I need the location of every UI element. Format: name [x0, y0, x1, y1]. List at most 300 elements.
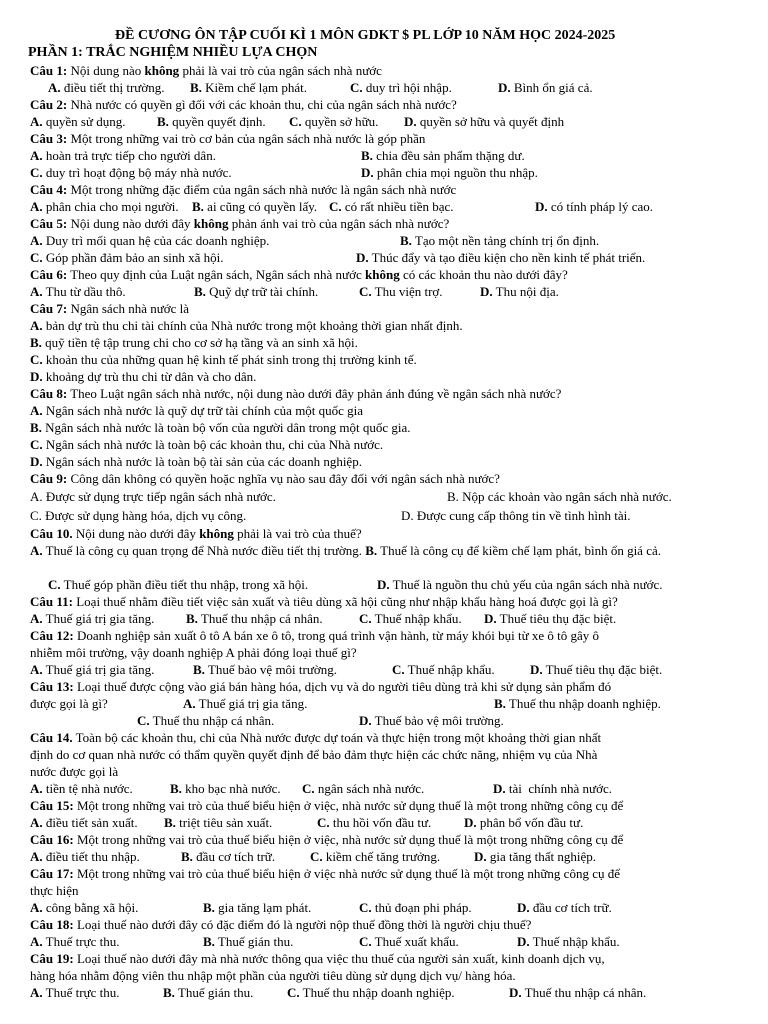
- question-2-option-a: [30, 113, 126, 130]
- option-letter: B.: [190, 80, 202, 95]
- question-16-stem: [30, 831, 623, 848]
- option-text: thu hồi vốn đầu tư.: [329, 815, 432, 830]
- question-7-stem: [30, 300, 189, 317]
- question-17-option-a: [30, 899, 138, 916]
- question-text: Một trong những vai trò của thuế biểu hiện ở việc nhà nước sử dụng thuế là một trong những công cụ để: [73, 866, 620, 881]
- option-letter: A.: [48, 80, 61, 95]
- option-text: Thu viện trợ.: [371, 284, 443, 299]
- option-text: Thuế góp phần điều tiết thu nhập, trong xã hội.: [60, 577, 309, 592]
- option-text: duy trì hoạt động bộ máy nhà nước.: [42, 165, 232, 180]
- question-2-option-b: [157, 113, 266, 130]
- option-letter: C.: [30, 352, 43, 367]
- question-14-stem: [30, 729, 601, 746]
- question-15-option-c: [317, 814, 431, 831]
- option-letter: C.: [392, 662, 405, 677]
- option-letter: D.: [493, 781, 506, 796]
- option-letter: A.: [30, 543, 43, 558]
- option-text: phân chia mọi nguồn thu nhập.: [373, 165, 538, 180]
- question-2-option-d: [404, 113, 564, 130]
- option-letter: D.: [404, 114, 417, 129]
- option-text: duy trì hội nhập.: [362, 80, 452, 95]
- option-text: Thuế nhập khẩu.: [529, 934, 620, 949]
- question-2-stem: [30, 96, 457, 113]
- option-letter: C.: [137, 713, 150, 728]
- question-7-option-a: [30, 317, 463, 334]
- question-11-option-d: [484, 610, 616, 627]
- option-text: Thuế gián thu.: [174, 985, 254, 1000]
- option-letter: D.: [517, 934, 530, 949]
- question-text: Loại thuế nhằm điều tiết việc sản xuất và tiêu dùng xã hội cũng như nhập khẩu hàng hoá được gọi là gì?: [72, 594, 618, 609]
- option-text: Duy trì mối quan hệ của các doanh nghiệp.: [42, 233, 270, 248]
- question-12-option-d: [530, 661, 662, 678]
- option-text: quyền sở hữu và quyết định: [416, 114, 565, 129]
- question-label: Câu 17:: [30, 866, 74, 881]
- question-13-option-b: [494, 695, 661, 712]
- option-text: Thuế là công cụ để kiềm chế lạm phát, bình ổn giá cả.: [377, 543, 661, 558]
- option-letter: B.: [192, 199, 204, 214]
- option-text: có rất nhiều tiền bạc.: [341, 199, 454, 214]
- question-1-stem: [30, 62, 382, 79]
- question-text: Ngân sách nhà nước là: [67, 301, 190, 316]
- option-text: chia đều sản phẩm thặng dư.: [372, 148, 525, 163]
- option-letter: D.: [530, 662, 543, 677]
- question-7-option-c: [30, 351, 417, 368]
- question-3-option-b: [361, 147, 525, 164]
- question-4-option-c: [329, 198, 454, 215]
- option-letter: B.: [163, 985, 175, 1000]
- question-10-option-d: [377, 576, 663, 593]
- question-11-option-a: [30, 610, 154, 627]
- question-9-stem: [30, 470, 500, 487]
- question-3-stem: [30, 130, 425, 147]
- question-5-option-d: [356, 249, 645, 266]
- question-15-option-d: [464, 814, 583, 831]
- option-text: Thu từ dầu thô.: [42, 284, 126, 299]
- option-text: Ngân sách nhà nước là toàn bộ các khoản thu, chi của Nhà nước.: [42, 437, 384, 452]
- question-label: Câu 14.: [30, 730, 73, 745]
- option-text: Thuế thu nhập cá nhân.: [521, 985, 647, 1000]
- option-letter: A.: [30, 781, 43, 796]
- option-text: Thuế trực thu.: [42, 934, 120, 949]
- question-label: Câu 9:: [30, 471, 68, 486]
- question-keyword: không: [144, 63, 180, 78]
- option-text: Thuế là nguồn thu chủ yếu của ngân sách nhà nước.: [389, 577, 663, 592]
- question-15-option-b: [164, 814, 272, 831]
- question-label: Câu 8:: [30, 386, 68, 401]
- option-letter: A.: [30, 114, 43, 129]
- option-letter: D.: [359, 713, 372, 728]
- question-text: Một trong những vai trò cơ bản của ngân sách nhà nước là góp phần: [67, 131, 426, 146]
- question-17-stem-cont: thực hiện: [30, 883, 79, 898]
- question-3-option-a: [30, 147, 216, 164]
- question-19-stem: [30, 950, 605, 967]
- question-4-option-a: [30, 198, 179, 215]
- option-letter: B.: [181, 849, 193, 864]
- option-letter: A.: [30, 403, 43, 418]
- question-5-option-a: [30, 232, 269, 249]
- question-9-option-d: [401, 507, 630, 524]
- question-10-options-ab: [30, 542, 742, 559]
- question-13-stem-cont: được gọi là gì?: [30, 696, 108, 711]
- question-17-option-c: [359, 899, 472, 916]
- option-text: Thuế xuất khẩu.: [371, 934, 459, 949]
- question-6-stem: [30, 266, 568, 283]
- question-15-stem: [30, 797, 623, 814]
- option-letter: B.: [157, 114, 169, 129]
- question-18-stem: [30, 916, 531, 933]
- option-text: quyền sở hữu.: [301, 114, 379, 129]
- option-letter: D.: [484, 611, 497, 626]
- option-text: khoảng dự trù thu chi từ dân và cho dân.: [42, 369, 257, 384]
- question-text: Theo Luật ngân sách nhà nước, nội dung nào dưới đây phản ánh đúng về ngân sách nhà nước?: [67, 386, 562, 401]
- option-letter: A.: [30, 815, 43, 830]
- question-14-option-b: [170, 780, 281, 797]
- question-text: Nội dung nào: [67, 63, 145, 78]
- question-11-stem: [30, 593, 618, 610]
- option-text: quyền sử dụng.: [42, 114, 126, 129]
- question-8-option-b: [30, 419, 411, 436]
- question-text: Loại thuế được cộng vào giá bán hàng hóa, dịch vụ và do người tiêu dùng trả khi sử dụng sản phẩm đó: [73, 679, 612, 694]
- question-13-option-d: [359, 712, 504, 729]
- question-label: Câu 11:: [30, 594, 73, 609]
- option-text: khoản thu của những quan hệ kinh tế phát sinh trong thị trường kinh tế.: [42, 352, 417, 367]
- question-4-stem: [30, 181, 456, 198]
- question-5-stem: [30, 215, 449, 232]
- option-text: quyền quyết định.: [168, 114, 266, 129]
- option-text: gia tăng lạm phát.: [214, 900, 312, 915]
- question-18-option-b: [203, 933, 293, 950]
- question-12-stem-cont: nhiễm môi trường, vậy doanh nghiệp A phải đóng loại thuế gì?: [30, 645, 357, 660]
- option-letter: A.: [30, 849, 43, 864]
- question-text: Một trong những vai trò của thuế biểu hiện ở việc, nhà nước sử dụng thuế là một trong những công cụ để: [73, 832, 624, 847]
- question-label: Câu 19:: [30, 951, 74, 966]
- question-18-option-a: [30, 933, 120, 950]
- question-label: Câu 10.: [30, 526, 73, 541]
- question-text: Nhà nước có quyền gì đối với các khoản thu, chi của ngân sách nhà nước?: [67, 97, 457, 112]
- option-text: Nộp các khoản vào ngân sách nhà nước.: [458, 489, 672, 504]
- option-text: Thuế bảo vệ môi trường.: [204, 662, 338, 677]
- option-text: điều tiết thị trường.: [60, 80, 165, 95]
- option-letter: B.: [164, 815, 176, 830]
- question-text: Toàn bộ các khoản thu, chi của Nhà nước được dự toán và thực hiện trong một khoảng thời gian nhất: [72, 730, 602, 745]
- question-18-option-c: [359, 933, 459, 950]
- option-text: kho bạc nhà nước.: [181, 781, 281, 796]
- option-letter: C.: [359, 284, 372, 299]
- question-16-option-a: [30, 848, 140, 865]
- question-14-option-c: [302, 780, 424, 797]
- question-6-option-a: [30, 283, 126, 300]
- option-letter: D.: [509, 985, 522, 1000]
- question-keyword: không: [193, 216, 229, 231]
- option-text: Ngân sách nhà nước là toàn bộ tài sản của các doanh nghiệp.: [42, 454, 362, 469]
- option-text: Thuế bảo vệ môi trường.: [371, 713, 504, 728]
- question-17-option-d: [517, 899, 612, 916]
- option-letter: D.: [30, 369, 43, 384]
- question-3-option-c: [30, 164, 232, 181]
- option-letter: C.: [310, 849, 323, 864]
- question-keyword: không: [199, 526, 234, 541]
- option-letter: A.: [30, 233, 43, 248]
- question-label: Câu 12:: [30, 628, 74, 643]
- option-text: Thúc đẩy và tạo điều kiện cho nền kinh tế phát triển.: [368, 250, 646, 265]
- question-8-option-a: [30, 402, 363, 419]
- option-text: hoàn trả trực tiếp cho người dân.: [42, 148, 216, 163]
- question-label: Câu 5:: [30, 216, 68, 231]
- option-letter: A.: [30, 611, 43, 626]
- option-letter: D.: [356, 250, 369, 265]
- option-letter: B.: [30, 420, 42, 435]
- question-14-stem-cont-2: nước được gọi là: [30, 764, 119, 779]
- option-text: Ngân sách nhà nước là quỹ dự trữ tài chính của một quốc gia: [42, 403, 364, 418]
- question-14-option-d: [493, 780, 612, 797]
- question-17-option-b: [203, 899, 311, 916]
- option-text: Quỹ dự trữ tài chính.: [205, 284, 319, 299]
- option-text: điều tiết sản xuất.: [42, 815, 138, 830]
- option-letter: C.: [287, 985, 300, 1000]
- option-letter: A.: [30, 199, 43, 214]
- question-19-option-c: [287, 984, 455, 1001]
- option-text: Thuế tiêu thụ đặc biệt.: [496, 611, 617, 626]
- option-text: ngân sách nhà nước.: [314, 781, 425, 796]
- question-1-option-c: [350, 79, 452, 96]
- question-16-option-c: [310, 848, 440, 865]
- option-text: Thuế gián thu.: [214, 934, 294, 949]
- option-letter: B.: [30, 335, 42, 350]
- option-text: Thuế giá trị gia tăng.: [42, 662, 155, 677]
- question-19-option-d: [509, 984, 646, 1001]
- option-letter: D.: [464, 815, 477, 830]
- question-13-option-a: [183, 695, 307, 712]
- question-17-stem: [30, 865, 620, 882]
- question-keyword: không: [365, 267, 400, 282]
- question-label: Câu 6:: [30, 267, 68, 282]
- option-text: công bằng xã hội.: [42, 900, 139, 915]
- option-text: quỹ tiền tệ tập trung chi cho cơ sở hạ tầng và an sinh xã hội.: [41, 335, 358, 350]
- option-text: Thuế nhập khẩu.: [404, 662, 495, 677]
- option-letter: D.: [535, 199, 548, 214]
- question-8-stem: [30, 385, 561, 402]
- option-letter: A.: [30, 934, 43, 949]
- question-15-option-a: [30, 814, 138, 831]
- question-text: phải là vai trò của ngân sách nhà nước: [179, 63, 382, 78]
- question-3-option-d: [361, 164, 538, 181]
- question-label: Câu 15:: [30, 798, 74, 813]
- option-letter: D.: [498, 80, 511, 95]
- question-text: Loại thuế nào dưới đây có đặc điểm đó là người nộp thuế đồng thời là người chịu thuế?: [73, 917, 532, 932]
- question-12-stem: [30, 627, 599, 644]
- question-13-stem: [30, 678, 611, 695]
- option-text: Góp phần đảm bảo an sinh xã hội.: [42, 250, 224, 265]
- section-heading: PHẦN 1: TRẮC NGHIỆM NHIỀU LỰA CHỌN: [28, 45, 318, 60]
- option-text: có tính pháp lý cao.: [547, 199, 654, 214]
- question-1-option-b: [190, 79, 307, 96]
- option-letter: B.: [361, 148, 373, 163]
- option-letter: C.: [289, 114, 302, 129]
- option-text: Ngân sách nhà nước là toàn bộ vốn của người dân trong một quốc gia.: [41, 420, 411, 435]
- option-letter: C.: [30, 508, 42, 523]
- question-12-option-b: [193, 661, 337, 678]
- option-letter: B.: [494, 696, 506, 711]
- option-letter: C.: [30, 165, 43, 180]
- option-text: Thuế giá trị gia tăng.: [195, 696, 308, 711]
- option-text: Thuế nhập khẩu.: [371, 611, 462, 626]
- option-text: Được sử dụng hàng hóa, dịch vụ công.: [41, 508, 247, 523]
- option-letter: B.: [194, 284, 206, 299]
- option-text: đầu cơ tích trữ.: [192, 849, 276, 864]
- question-7-option-d: [30, 368, 256, 385]
- question-6-option-c: [359, 283, 443, 300]
- question-text: Một trong những đặc điểm của ngân sách nhà nước là ngân sách nhà nước: [67, 182, 457, 197]
- question-1-option-d: [498, 79, 593, 96]
- question-text: phản ánh vai trò của ngân sách nhà nước?: [228, 216, 450, 231]
- option-letter: B.: [203, 900, 215, 915]
- option-letter: C.: [359, 900, 372, 915]
- question-text: Một trong những vai trò của thuế biểu hiện ở việc, nhà nước sử dụng thuế là một trong những công cụ để: [73, 798, 624, 813]
- option-text: gia tăng thất nghiệp.: [486, 849, 597, 864]
- question-8-option-c: [30, 436, 383, 453]
- option-text: bản dự trù thu chi tài chính của Nhà nước trong một khoảng thời gian nhất định.: [42, 318, 463, 333]
- question-10-option-c: [48, 576, 308, 593]
- option-letter: A.: [30, 284, 43, 299]
- question-label: Câu 4:: [30, 182, 68, 197]
- question-9-option-b: [447, 488, 672, 505]
- option-letter: B.: [193, 662, 205, 677]
- option-letter: C.: [48, 577, 61, 592]
- option-letter: B.: [170, 781, 182, 796]
- question-label: Câu 7:: [30, 301, 68, 316]
- option-letter: C.: [359, 934, 372, 949]
- option-letter: C.: [317, 815, 330, 830]
- option-letter: C.: [329, 199, 342, 214]
- option-text: Thuế thu nhập doanh nghiệp.: [505, 696, 661, 711]
- option-letter: D.: [474, 849, 487, 864]
- option-letter: A.: [30, 662, 43, 677]
- option-letter: C.: [30, 250, 43, 265]
- question-16-option-b: [181, 848, 275, 865]
- option-letter: A.: [30, 148, 43, 163]
- question-5-option-c: [30, 249, 224, 266]
- option-letter: C.: [30, 437, 43, 452]
- question-label: Câu 2:: [30, 97, 68, 112]
- option-letter: B.: [365, 543, 378, 558]
- option-text: tiền tệ nhà nước.: [42, 781, 133, 796]
- question-19-option-a: [30, 984, 120, 1001]
- option-text: Thu nội địa.: [492, 284, 559, 299]
- question-19-stem-cont: hàng hóa nhằm động viên thu nhập một phần của người tiêu dùng sử dụng dịch vụ/ hàng hóa.: [30, 968, 516, 983]
- question-18-option-d: [517, 933, 620, 950]
- question-5-option-b: [400, 232, 599, 249]
- question-14-option-a: [30, 780, 133, 797]
- question-11-option-b: [186, 610, 323, 627]
- question-text: Nội dung nào dưới đây: [67, 216, 194, 231]
- question-label: Câu 18:: [30, 917, 74, 932]
- option-letter: D.: [401, 508, 414, 523]
- option-text: phân bổ vốn đầu tư.: [476, 815, 584, 830]
- option-letter: D.: [480, 284, 493, 299]
- option-letter: B.: [186, 611, 198, 626]
- option-letter: D.: [361, 165, 374, 180]
- question-text: Loại thuế nào dưới đây mà nhà nước thông qua việc thu thuế của người sản xuất, kinh doanh dịch vụ,: [73, 951, 605, 966]
- option-letter: A.: [183, 696, 196, 711]
- option-text: Thuế tiêu thụ đặc biệt.: [542, 662, 663, 677]
- question-19-option-b: [163, 984, 253, 1001]
- question-4-option-b: [192, 198, 317, 215]
- question-text: phải là vai trò của thuế?: [233, 526, 362, 541]
- option-text: triệt tiêu sản xuất.: [175, 815, 273, 830]
- question-text: Theo quy định của Luật ngân sách, Ngân sách nhà nước: [67, 267, 365, 282]
- question-9-option-a: [30, 488, 276, 505]
- question-14-stem-cont-1: định do cơ quan nhà nước có thẩm quyền quyết định để bảo đảm thực hiện các chức năng, nhiệm vụ của Nhà: [30, 747, 598, 762]
- option-letter: D.: [377, 577, 390, 592]
- option-text: Thuế thu nhập cá nhân.: [149, 713, 275, 728]
- question-1-option-a: [48, 79, 164, 96]
- question-6-option-d: [480, 283, 559, 300]
- option-letter: C.: [302, 781, 315, 796]
- option-text: tài chính nhà nước.: [505, 781, 612, 796]
- option-letter: C.: [359, 611, 372, 626]
- option-text: Tạo một nền tảng chính trị ổn định.: [411, 233, 600, 248]
- option-letter: A.: [30, 318, 43, 333]
- option-letter: B.: [203, 934, 215, 949]
- option-text: Thuế giá trị gia tăng.: [42, 611, 155, 626]
- question-12-option-a: [30, 661, 154, 678]
- option-text: Thuế thu nhập doanh nghiệp.: [299, 985, 455, 1000]
- question-12-option-c: [392, 661, 495, 678]
- question-6-option-b: [194, 283, 318, 300]
- option-text: Được cung cấp thông tin về tình hình tài.: [413, 508, 631, 523]
- question-label: Câu 1:: [30, 63, 68, 78]
- option-text: Kiềm chế lạm phát.: [201, 80, 307, 95]
- option-text: thủ đoạn phi pháp.: [371, 900, 472, 915]
- option-text: ai cũng có quyền lấy.: [203, 199, 318, 214]
- question-text: có các khoản thu nào dưới đây?: [399, 267, 568, 282]
- question-10-stem: [30, 525, 362, 542]
- option-text: Bình ổn giá cả.: [510, 80, 593, 95]
- question-label: Câu 3:: [30, 131, 68, 146]
- option-letter: A.: [30, 489, 43, 504]
- option-letter: D.: [517, 900, 530, 915]
- option-letter: B.: [400, 233, 412, 248]
- option-text: phân chia cho mọi người.: [42, 199, 179, 214]
- option-letter: A.: [30, 900, 43, 915]
- question-11-option-c: [359, 610, 462, 627]
- question-text: Công dân không có quyền hoặc nghĩa vụ nào sau đây đối với ngân sách nhà nước?: [67, 471, 500, 486]
- option-text: Thuế trực thu.: [42, 985, 120, 1000]
- question-label: Câu 16:: [30, 832, 74, 847]
- question-text: Nội dung nào dưới đây: [72, 526, 200, 541]
- question-label: Câu 13:: [30, 679, 74, 694]
- option-letter: B.: [447, 489, 459, 504]
- question-13-option-c: [137, 712, 274, 729]
- option-letter: D.: [30, 454, 43, 469]
- option-text: điều tiết thu nhập.: [42, 849, 140, 864]
- question-16-option-d: [474, 848, 596, 865]
- option-text: Thuế là công cụ quan trọng để Nhà nước điều tiết thị trường.: [42, 543, 362, 558]
- option-text: Được sử dụng trực tiếp ngân sách nhà nước.: [42, 489, 276, 504]
- question-9-option-c: [30, 507, 246, 524]
- question-2-option-c: [289, 113, 378, 130]
- question-text: Doanh nghiệp sản xuất ô tô A bán xe ô tô, trong quá trình vận hành, từ máy khói bụi từ xe ô tô gây ô: [73, 628, 600, 643]
- document-title: ĐỀ CƯƠNG ÔN TẬP CUỐI KÌ 1 MÔN GDKT $ PL LỚP 10 NĂM HỌC 2024-2025: [115, 28, 616, 43]
- option-letter: C.: [350, 80, 363, 95]
- option-text: Thuế thu nhập cá nhân.: [197, 611, 323, 626]
- question-4-option-d: [535, 198, 653, 215]
- option-text: kiềm chế tăng trưởng.: [322, 849, 441, 864]
- question-8-option-d: [30, 453, 362, 470]
- question-7-option-b: [30, 334, 358, 351]
- option-letter: A.: [30, 985, 43, 1000]
- option-text: đầu cơ tích trữ.: [529, 900, 612, 915]
